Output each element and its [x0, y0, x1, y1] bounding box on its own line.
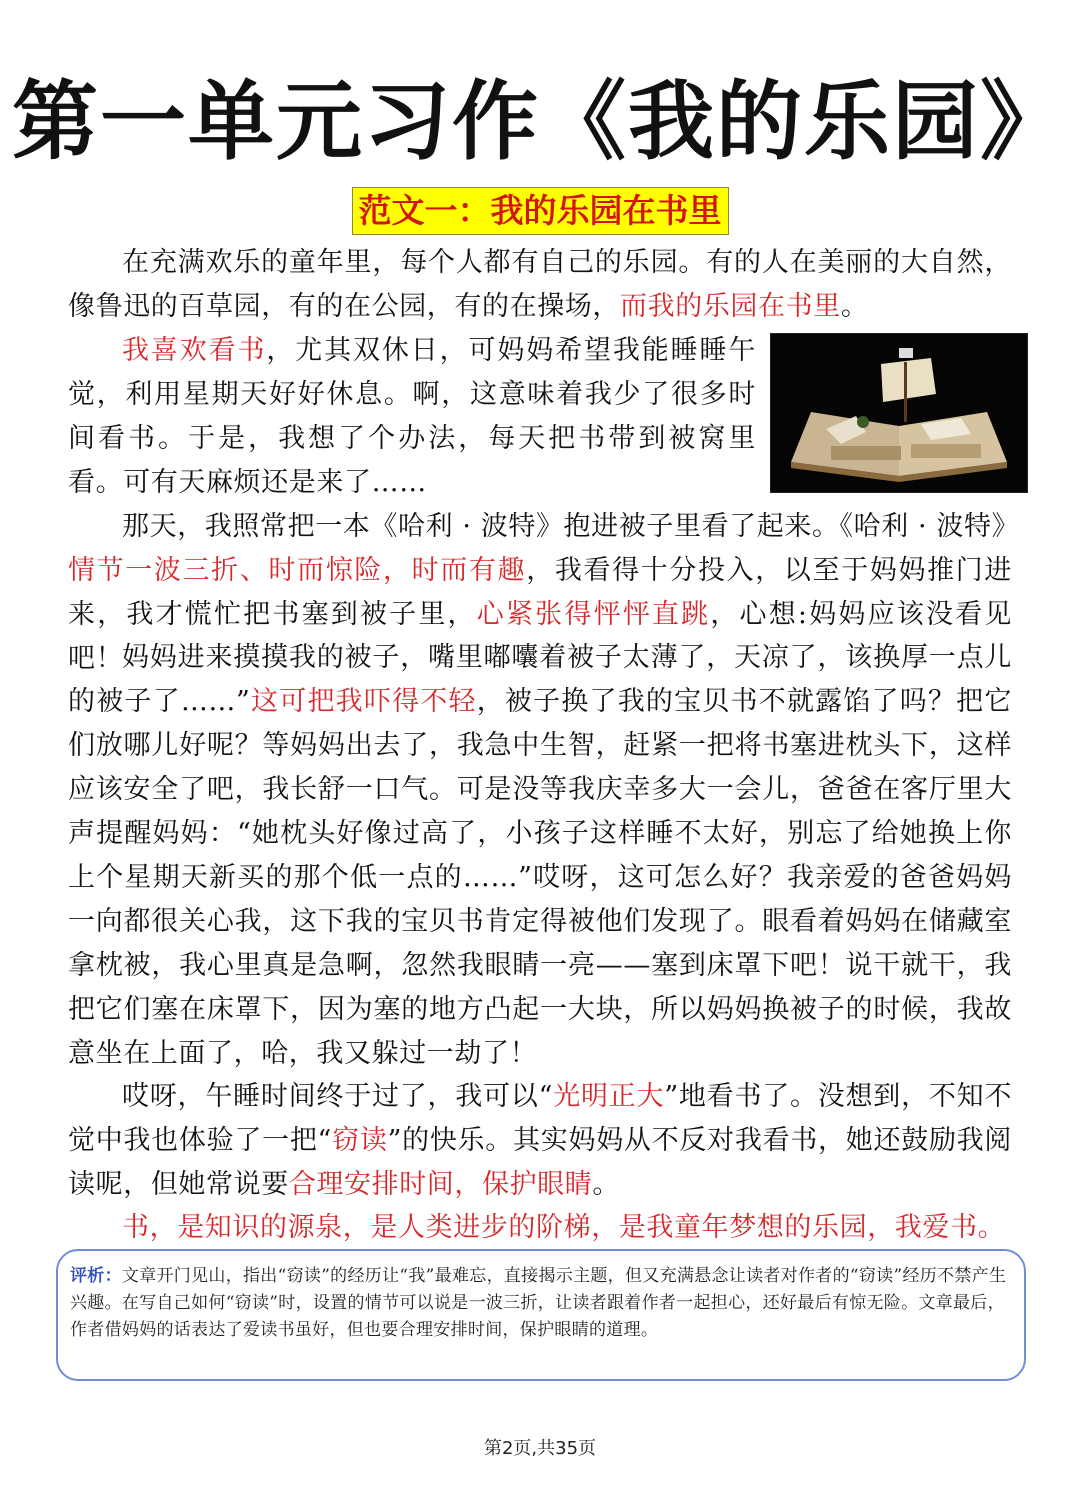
emphasis-text: 而我的乐园在书里	[620, 291, 841, 322]
text: 那天，我照常把一本《哈利 · 波特》抱进被子里看了起来。《哈利 · 波特》	[122, 511, 1020, 542]
text: 。	[592, 1169, 621, 1200]
emphasis-text: 情节一波三折、时而惊险，时而有趣	[68, 555, 527, 586]
review-label: 评析：	[70, 1266, 122, 1286]
paragraph-6	[68, 1206, 1012, 1250]
book-illustration	[771, 334, 1027, 492]
paragraph-2	[68, 329, 756, 505]
subtitle-container	[0, 187, 1080, 235]
essay-subtitle: 范文一：我的乐园在书里	[352, 187, 729, 235]
text: ”地看书了。没想到，不知不觉中我也体验了一把“	[68, 1081, 1013, 1156]
text: ，尤其双休日，可妈妈希望我能睡睡午觉，利用星期天好好休息。啊，这意味着我少了很多时间看书。于是，我想了个办法，每天把书带到被窝里看。可有天麻烦还是来了……	[68, 335, 757, 498]
emphasis-text: 心紧张得怦怦直跳	[476, 599, 711, 630]
text: 哎呀，午睡时间终于过了，我可以“	[122, 1081, 554, 1112]
text: 在充满欢乐的童年里，每个人都有自己的乐园。有的人在美丽的大自然，像鲁迅的百草园，有的在公园，有的在操场，	[68, 247, 1012, 322]
emphasis-text: 合理安排时间，保护眼睛	[288, 1169, 593, 1200]
text: ”的快乐。其实妈妈从不反对我看书，她还鼓励我阅读呢，但她常说要	[68, 1125, 1012, 1200]
paragraph-1	[68, 241, 1012, 329]
review-box	[56, 1249, 1026, 1381]
emphasis-text: 我喜欢看书	[122, 335, 267, 366]
closing-text: 书，是知识的源泉，是人类进步的阶梯，是我童年梦想的乐园，我爱书。	[122, 1212, 1006, 1243]
page-number: 第2页,共35页	[483, 1438, 597, 1459]
text: 。	[840, 291, 869, 322]
text: ，心想:妈妈应该没看见吧！	[68, 599, 1012, 674]
open-book-image	[771, 334, 1027, 492]
text: ，我看得十分投入，以至于妈妈推门进来，我才慌忙把书塞到被子里，	[68, 555, 1012, 630]
paragraph-5	[68, 1075, 1012, 1207]
emphasis-text: 窃读	[331, 1125, 388, 1156]
text: 妈妈进来摸摸我的被子，嘴里嘟囔着被子太薄了，天凉了，该换厚一点儿的被子了……”	[68, 642, 1012, 717]
text: ，被子换了我的宝贝书不就露馅了吗？把它们放哪儿好呢？等妈妈出去了，我急中生智，赶紧一把将书塞进枕头下，这样应该安全了吧，我长舒一口气。可是没等我庆幸多大一会儿，爸爸在客厅里大声提醒妈妈：“她枕头好像过高了，小孩子这样睡不太好，别忘了给她换上你上个星期天新买的那个低一点的……”哎呀，这可怎么好？我亲爱的爸爸妈妈一向都很关心我，这下我的宝贝书肯定得被他们发现了。眼看着妈妈在储藏室拿枕被，我心里真是急啊，忽然我眼睛一亮——塞到床罩下吧！说干就干，我把它们塞在床罩下，因为塞的地方凸起一大块，所以妈妈换被子的时候，我故意坐在上面了，哈，我又躲过一劫了！	[68, 686, 1012, 1069]
emphasis-text: 这可把我吓得不轻	[250, 686, 477, 717]
paragraph-4	[68, 636, 1012, 1076]
review-text: 文章开门见山，指出“窃读”的经历让“我”最难忘，直接揭示主题，但又充满悬念让读者对作者的“窃读”经历不禁产生兴趣。在写自己如何“窃读”时，设置的情节可以说是一波三折，让读者跟着作者一起担心，还好最后有惊无险。文章最后，作者借妈妈的话表达了爱读书虽好，但也要合理安排时间，保护眼睛的道理。	[70, 1266, 1007, 1340]
emphasis-text: 光明正大	[553, 1081, 665, 1112]
page-title: 第一单元习作《我的乐园》	[12, 72, 1068, 172]
